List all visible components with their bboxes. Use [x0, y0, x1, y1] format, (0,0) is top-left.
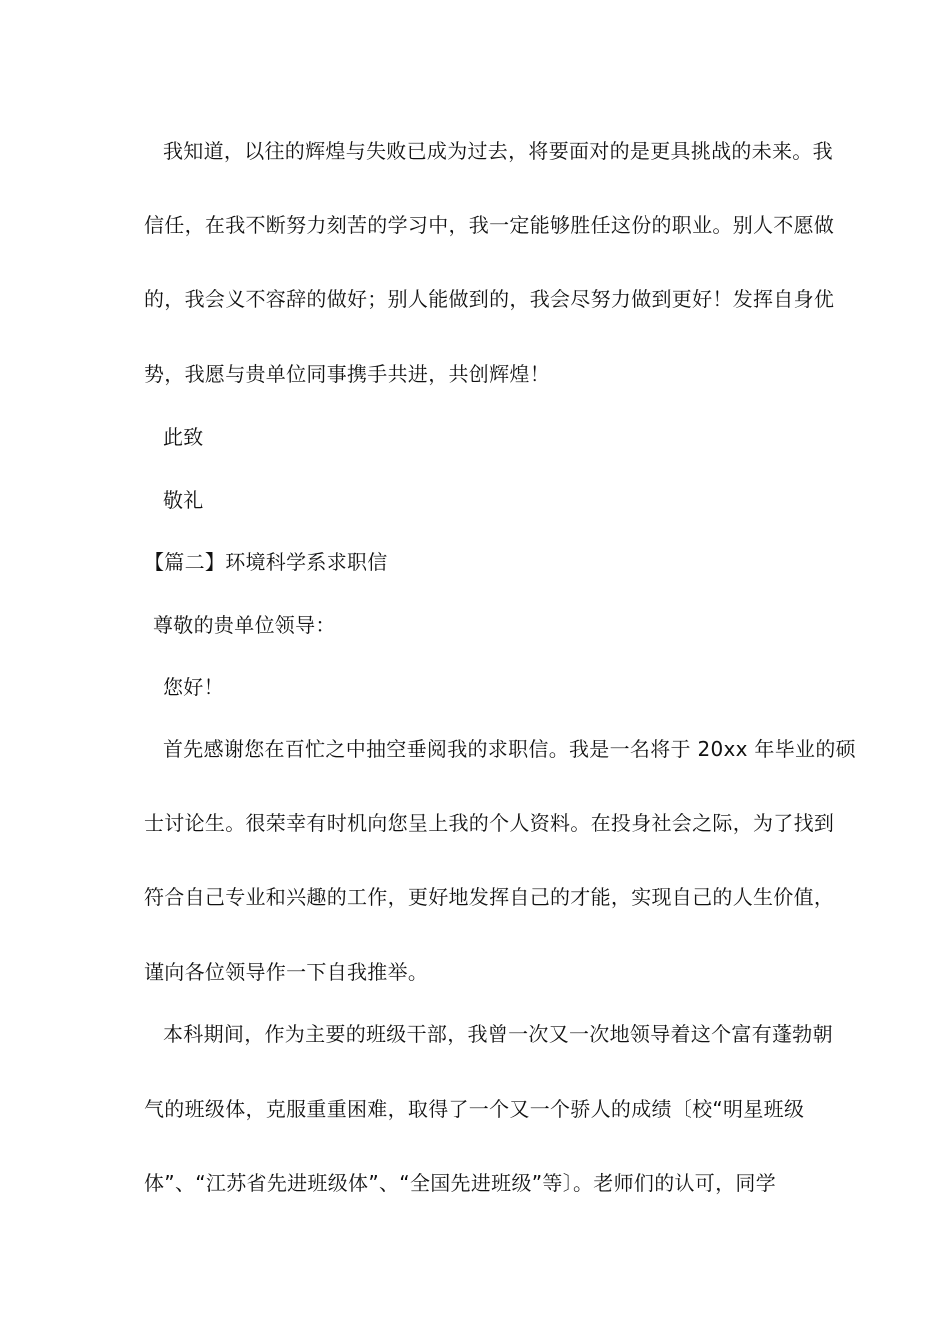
paragraph-line: 势，我愿与贵单位同事携手共进，共创辉煌！ — [144, 362, 550, 386]
greeting: 您好！ — [163, 675, 224, 699]
paragraph-line: 的，我会义不容辞的做好；别人能做到的，我会尽努力做到更好！发挥自身优 — [144, 287, 835, 311]
closing-line: 此致 — [163, 425, 204, 449]
closing-line: 敬礼 — [163, 488, 204, 512]
salutation: 尊敬的贵单位领导： — [153, 613, 336, 637]
paragraph-line: 谨向各位领导作一下自我推举。 — [144, 960, 429, 984]
paragraph-line: 信任，在我不断努力刻苦的学习中，我一定能够胜任这份的职业。别人不愿做 — [144, 213, 835, 237]
paragraph-line: 首先感谢您在百忙之中抽空垂阅我的求职信。我是一名将于 20xx 年毕业的硕 — [163, 737, 856, 761]
paragraph-line: 符合自己专业和兴趣的工作，更好地发挥自己的才能，实现自己的人生价值， — [144, 885, 835, 909]
paragraph-line: 体”、“江苏省先进班级体”、“全国先进班级”等〕。老师们的认可，同学 — [144, 1171, 777, 1195]
paragraph-line: 本科期间，作为主要的班级干部，我曾一次又一次地领导着这个富有蓬勃朝 — [163, 1022, 833, 1046]
paragraph-line: 气的班级体，克服重重困难，取得了一个又一个骄人的成绩〔校“明星班级 — [144, 1097, 805, 1121]
section-heading: 【篇二】环境科学系求职信 — [144, 550, 388, 574]
paragraph-line: 士讨论生。很荣幸有时机向您呈上我的个人资料。在投身社会之际，为了找到 — [144, 811, 835, 835]
paragraph-line: 我知道，以往的辉煌与失败已成为过去，将要面对的是更具挑战的未来。我 — [163, 139, 833, 163]
